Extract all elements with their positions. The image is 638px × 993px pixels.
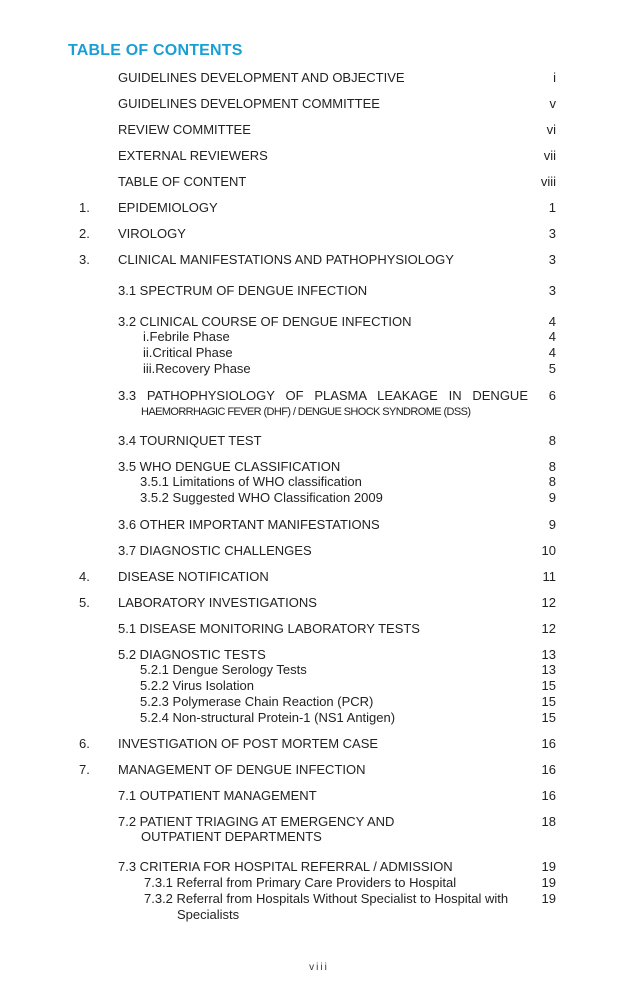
toc-page: 11	[542, 569, 556, 584]
toc-subentry: ii.Critical Phase	[143, 345, 233, 360]
toc-title: TABLE OF CONTENT	[118, 174, 247, 189]
toc-subentry: HAEMORRHAGIC FEVER (DHF) / DENGUE SHOCK SYNDROME (DSS)	[141, 406, 471, 418]
toc-page: 8	[548, 474, 556, 489]
toc-page: 13	[541, 662, 556, 677]
toc-page: 15	[541, 694, 556, 709]
toc-title: 3.5 WHO DENGUE CLASSIFICATION	[118, 459, 341, 474]
toc-page: 6	[548, 388, 556, 403]
toc-title: 7.2 PATIENT TRIAGING AT EMERGENCY AND	[118, 814, 395, 829]
toc-subentry: 5.2.1 Dengue Serology Tests	[140, 662, 307, 677]
toc-title: GUIDELINES DEVELOPMENT COMMITTEE	[118, 96, 380, 111]
toc-page: 12	[541, 621, 556, 636]
toc-page: viii	[540, 174, 556, 189]
toc-page: 13	[541, 647, 556, 662]
toc-number: 6.	[79, 736, 90, 751]
page-number: viii	[309, 962, 329, 973]
toc-title: 3.6 OTHER IMPORTANT MANIFESTATIONS	[118, 517, 380, 532]
toc-subentry: i.Febrile Phase	[143, 329, 230, 344]
toc-page: 19	[541, 875, 556, 890]
toc-page: 5	[548, 361, 556, 376]
toc-title: INVESTIGATION OF POST MORTEM CASE	[118, 736, 379, 751]
toc-title: 3.3 PATHOPHYSIOLOGY OF PLASMA LEAKAGE IN DENGUE	[118, 388, 528, 403]
toc-page: vi	[546, 122, 556, 137]
toc-subentry: 5.2.3 Polymerase Chain Reaction (PCR)	[140, 694, 374, 709]
toc-page: vii	[543, 148, 556, 163]
toc-number: 7.	[79, 762, 90, 777]
toc-number: 2.	[79, 226, 90, 241]
toc-title: 3.4 TOURNIQUET TEST	[118, 433, 262, 448]
toc-page: 15	[541, 710, 556, 725]
toc-title: GUIDELINES DEVELOPMENT AND OBJECTIVE	[118, 70, 405, 85]
toc-title: 5.1 DISEASE MONITORING LABORATORY TESTS	[118, 621, 420, 636]
toc-title: LABORATORY INVESTIGATIONS	[118, 595, 317, 610]
toc-title: EXTERNAL REVIEWERS	[118, 148, 268, 163]
toc-subentry: 7.3.1 Referral from Primary Care Providers to Hospital	[144, 875, 457, 890]
toc-page: 15	[541, 678, 556, 693]
toc-subentry: 5.2.4 Non-structural Protein-1 (NS1 Antigen)	[140, 710, 396, 725]
toc-title: 5.2 DIAGNOSTIC TESTS	[118, 647, 266, 662]
toc-number: 4.	[79, 569, 90, 584]
toc-subentry: 7.3.2 Referral from Hospitals Without Specialist to Hospital with	[144, 891, 509, 906]
toc-subentry: OUTPATIENT DEPARTMENTS	[141, 829, 322, 844]
toc-title: EPIDEMIOLOGY	[118, 200, 218, 215]
toc-title: VIROLOGY	[118, 226, 186, 241]
toc-subentry: 5.2.2 Virus Isolation	[140, 678, 254, 693]
toc-page: 16	[541, 788, 556, 803]
toc-title: CLINICAL MANIFESTATIONS AND PATHOPHYSIOLOGY	[118, 252, 454, 267]
toc-page: 19	[541, 891, 556, 906]
toc-title: 3.7 DIAGNOSTIC CHALLENGES	[118, 543, 312, 558]
toc-title: DISEASE NOTIFICATION	[118, 569, 269, 584]
toc-number: 1.	[79, 200, 90, 215]
toc-page: 4	[548, 329, 556, 344]
toc-subentry: 3.5.1 Limitations of WHO classification	[140, 474, 362, 489]
toc-page: 1	[548, 200, 556, 215]
toc-page: 3	[548, 283, 556, 298]
toc-page: 4	[548, 345, 556, 360]
toc-page: 19	[541, 859, 556, 874]
toc-subentry: iii.Recovery Phase	[143, 361, 251, 376]
toc-title: 3.1 SPECTRUM OF DENGUE INFECTION	[118, 283, 368, 298]
toc-page: 16	[541, 762, 556, 777]
toc-page: 8	[548, 433, 556, 448]
toc-title: 3.2 CLINICAL COURSE OF DENGUE INFECTION	[118, 314, 412, 329]
toc-page: 3	[548, 252, 556, 267]
toc-page: 12	[541, 595, 556, 610]
toc-title: REVIEW COMMITTEE	[118, 122, 251, 137]
toc-subentry: 3.5.2 Suggested WHO Classification 2009	[140, 490, 383, 505]
toc-page: 3	[548, 226, 556, 241]
toc-page: v	[549, 96, 556, 111]
toc-page: 10	[541, 543, 556, 558]
toc-page: 9	[548, 517, 556, 532]
page-title: TABLE OF CONTENTS	[68, 42, 243, 59]
toc-page: 18	[541, 814, 556, 829]
toc-number: 3.	[79, 252, 90, 267]
toc-title: 7.1 OUTPATIENT MANAGEMENT	[118, 788, 317, 803]
toc-page: 8	[548, 459, 556, 474]
toc-page: 4	[548, 314, 556, 329]
toc-title: MANAGEMENT OF DENGUE INFECTION	[118, 762, 366, 777]
toc-page: 9	[548, 490, 556, 505]
toc-page: 16	[541, 736, 556, 751]
toc-page: i	[553, 70, 556, 85]
toc-number: 5.	[79, 595, 90, 610]
toc-subentry: Specialists	[177, 907, 240, 922]
toc-title: 7.3 CRITERIA FOR HOSPITAL REFERRAL / ADMISSION	[118, 859, 453, 874]
